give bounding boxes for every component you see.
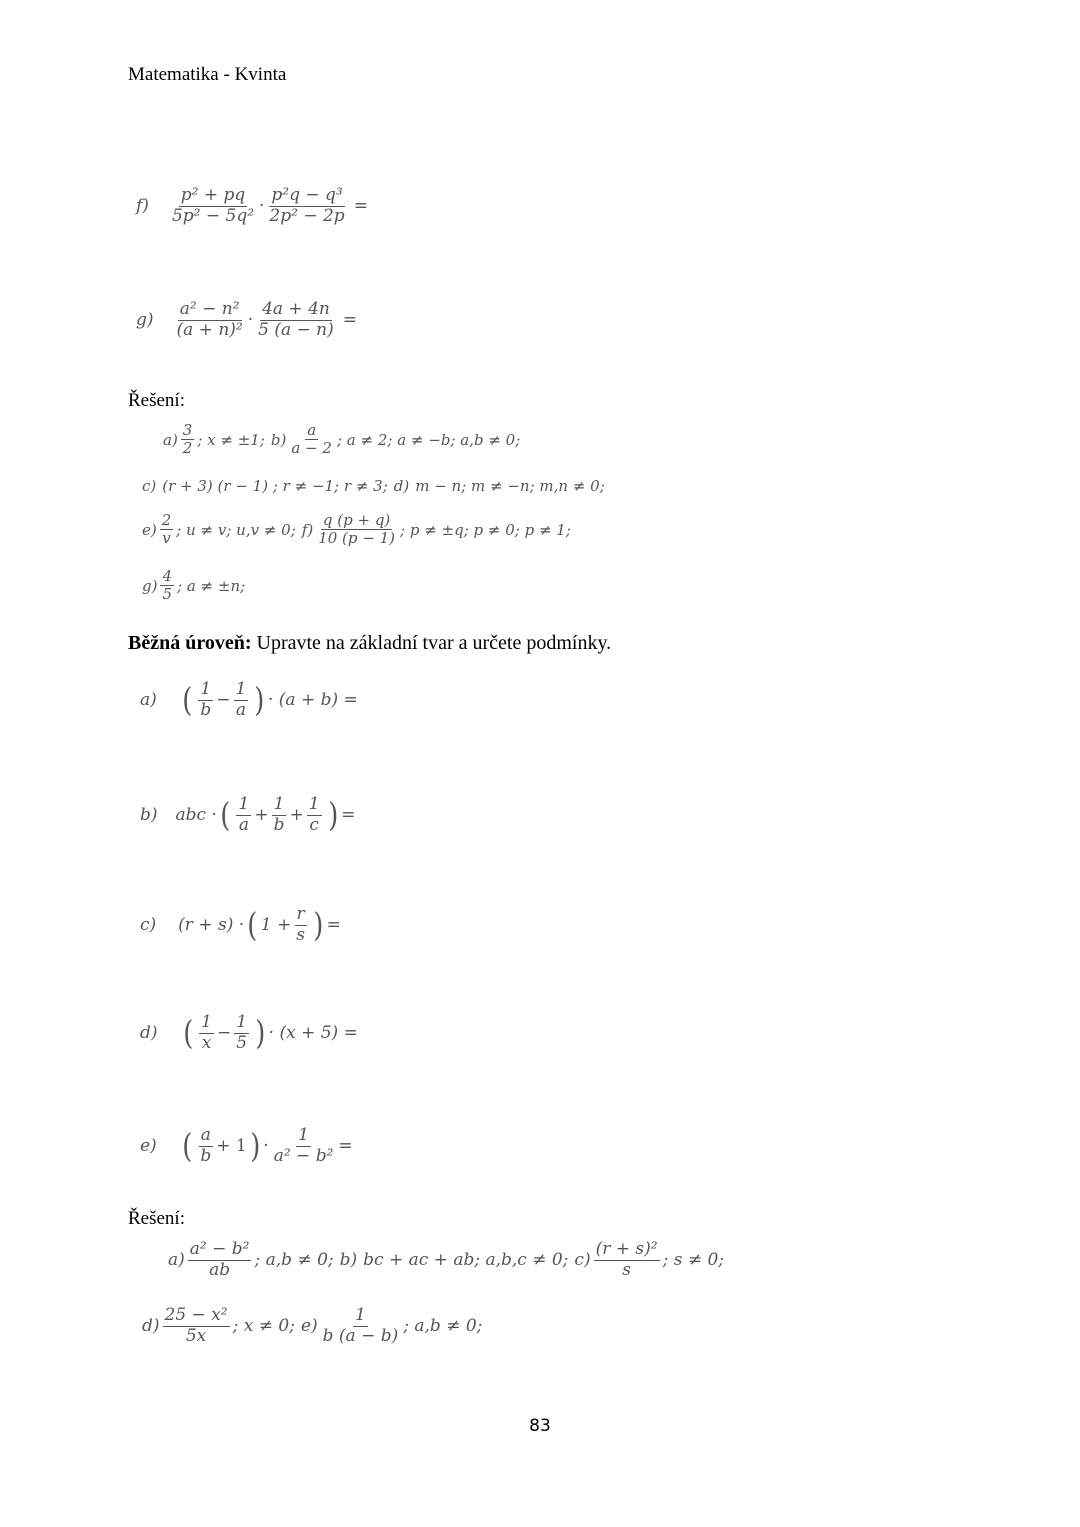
section-heading: Běžná úroveň: Upravte na základní tvar a určete podmínky. xyxy=(128,632,612,654)
solution-line-ef: e) $\frac{2}{v}$ ; u ≠ v; u,v ≠ 0; f) $\frac{q (p + q)}{10 (p - 1)}$ ; p ≠ ±q; p ≠ 0; p ≠ 1; xyxy=(142,511,571,548)
exercise-f: f) $\frac{\text{p² + pq}}{\text{5p² − 5q²}}$ · $\frac{\text{p²q − q³}}{\text{2p² − 2p}}$ = xyxy=(136,185,368,226)
page-number: 83 xyxy=(529,1416,551,1436)
exercise-label: g) xyxy=(136,310,154,331)
solution-title: Řešení: xyxy=(128,390,185,411)
exercise-a: a) ( $\frac{1}{b}$ − $\frac{1}{a}$ ) · (a + b) = xyxy=(140,679,358,720)
solution-title-2: Řešení: xyxy=(128,1208,185,1229)
solution-line-ab: a) $\frac{3}{2}$ ; x ≠ ±1; b) $\frac{a}{a - 2}$ ; a ≠ 2; a ≠ −b; a,b ≠ 0; xyxy=(163,421,521,458)
exercise-e: e) ( $\frac{a}{b}$ + 1 ) · $\frac{1}{\text{a² − b²}}$ = xyxy=(140,1125,353,1166)
exercise-b: b) abc · ( $\frac{1}{a}$ + $\frac{1}{b}$ + $\frac{1}{c}$ ) = xyxy=(140,794,356,835)
exercise-g: g) $\frac{\text{a² − n²}}{\text{(a + n)²}}$ · $\frac{4a + 4n}{5 (a - n)}$ = xyxy=(136,299,358,340)
exercise-c: c) (r + s) · ( 1 + $\frac{r}{s}$ ) = xyxy=(140,904,341,945)
solution2-line-abc: a) $\frac{\text{a² − b²}}{ab}$ ; a,b ≠ 0; b) bc + ac + ab; a,b,c ≠ 0; c) $\frac{\text{(r + s)²}}{s}$ ; s ≠ 0; xyxy=(168,1239,725,1280)
exercise-label: f) xyxy=(136,196,149,217)
page-header: Matematika - Kvinta xyxy=(128,64,287,85)
exercise-d: d) ( $\frac{1}{x}$ − $\frac{1}{5}$ ) · (x + 5) = xyxy=(140,1012,358,1053)
solution-line-g: g) $\frac{4}{5}$ ; a ≠ ±n; xyxy=(142,567,246,604)
solution2-line-de: d) $\frac{\text{25 − x²}}{5x}$ ; x ≠ 0; e) $\frac{1}{b (a - b)}$ ; a,b ≠ 0; xyxy=(142,1305,483,1346)
solution-line-cd: c) (r + 3) (r − 1) ; r ≠ −1; r ≠ 3; d) m − n; m ≠ −n; m,n ≠ 0; xyxy=(142,477,605,495)
